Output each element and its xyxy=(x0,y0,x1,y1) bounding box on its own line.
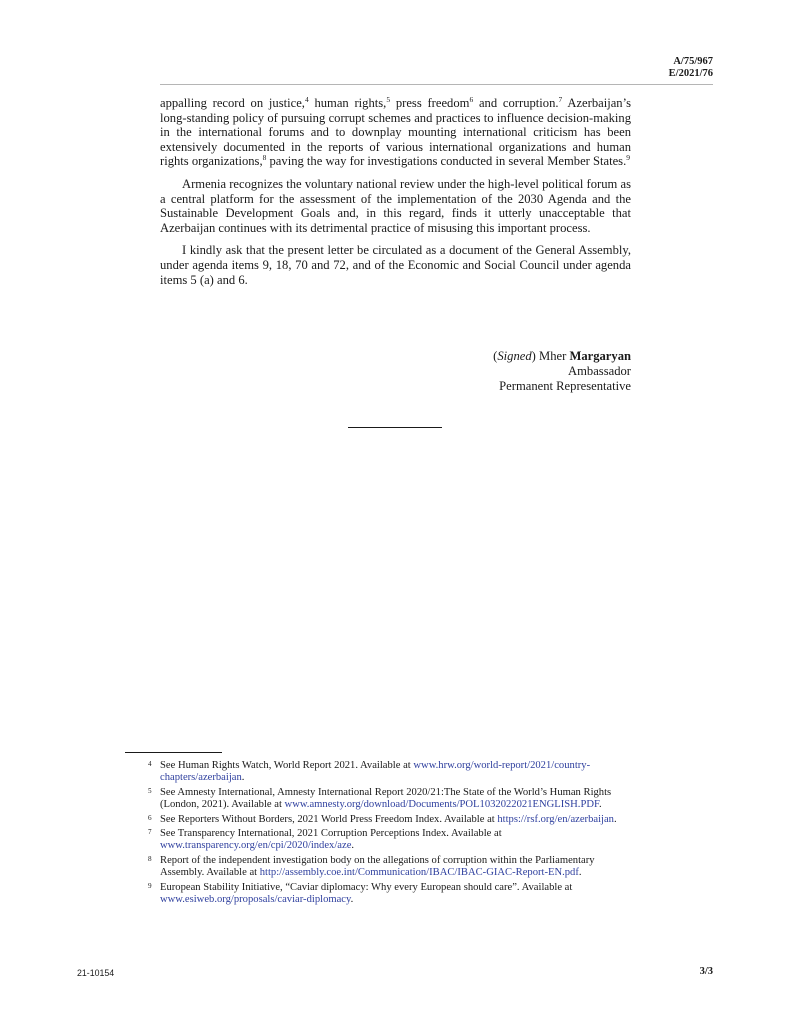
signature-line: (Signed) Mher Margaryan xyxy=(493,349,631,363)
header-rule xyxy=(160,84,713,85)
footnote-link[interactable]: www.transparency.org/en/cpi/2020/index/aze xyxy=(160,840,352,852)
p1-text-2: human rights, xyxy=(308,96,387,110)
footnote-link[interactable]: www.hrw.org/world-report/2021/country-chapters/azerbaijan xyxy=(160,760,591,784)
footnote-text: See Amnesty International, Amnesty International Report 2020/21:The State of the World’s Human Rights (London, 2021). Available at xyxy=(160,786,612,811)
document-number: 21-10154 xyxy=(77,968,115,978)
footnote-number: 6 xyxy=(148,813,152,822)
footnote-number: 8 xyxy=(148,854,152,863)
footnote-end: . xyxy=(578,867,582,879)
footnote-9 xyxy=(148,882,633,907)
footnote-text: See Reporters Without Borders, 2021 World Press Freedom Index. Available at xyxy=(160,813,498,825)
footnote-text: See Human Rights Watch, World Report 2021. Available at xyxy=(160,760,414,771)
p1-text-4: and corruption. xyxy=(473,96,559,110)
p1-text-6: paving the way for investigations conducted in several Member States. xyxy=(266,154,627,169)
page-number: 3/3 xyxy=(699,966,713,977)
footnote-number: 9 xyxy=(148,881,152,890)
footnote-end: . xyxy=(351,840,355,852)
footnote-link[interactable]: http://assembly.coe.int/Communication/IBAC/IBAC-GIAC-Report-EN.pdf xyxy=(259,867,579,879)
signed-marker: Signed xyxy=(497,349,532,363)
footnote-link[interactable]: https://rsf.org/en/azerbaijan xyxy=(497,813,614,825)
footnote-number: 5 xyxy=(148,786,152,795)
footnote-7 xyxy=(148,828,633,853)
symbol-general-assembly: A/75/967 xyxy=(673,56,713,67)
p1-text-3: press freedom xyxy=(390,96,470,110)
p1-text-5: Azerbaijan’s long-standing policy of pursuing corrupt schemes and practices to influence decision-making in the international forums and to downplay mounting international criticism has been extensively documented in the reports of various international organizations and human rights organizations, xyxy=(160,96,631,169)
footnote-separator xyxy=(125,752,222,753)
letter-body xyxy=(160,96,631,295)
footnote-ref-8: 8 xyxy=(262,153,267,163)
symbol-ecosoc: E/2021/76 xyxy=(668,68,713,79)
footnote-number: 7 xyxy=(148,828,152,837)
footnote-link[interactable]: www.amnesty.org/download/Documents/POL1032022021ENGLISH.PDF xyxy=(284,799,600,811)
footnote-end: . xyxy=(241,772,245,784)
footnotes xyxy=(148,760,633,908)
paragraph-3: I kindly ask that the present letter be circulated as a document of the General Assembly, under agenda items 9, 18, 70 and 72, and of the Economic and Social Council under agenda items 5 (a) and 6. xyxy=(160,243,631,287)
end-of-document-rule xyxy=(348,427,442,428)
signature-block xyxy=(493,349,631,394)
footnote-link[interactable]: www.esiweb.org/proposals/caviar-diplomacy xyxy=(160,894,351,906)
paragraph-1 xyxy=(160,96,631,169)
footnote-text: European Stability Initiative, “Caviar diplomacy: Why every European should care”. Available at xyxy=(160,881,573,893)
signatory-last-name: Margaryan xyxy=(569,349,631,363)
footnote-end: . xyxy=(599,799,602,811)
footnote-6 xyxy=(148,814,633,826)
footnote-text: Report of the independent investigation body on the allegations of corruption within the Parliamentary Assembly. Available at xyxy=(160,854,595,879)
signatory-title-representative: Permanent Representative xyxy=(499,379,631,393)
signatory-first-name: Mher xyxy=(539,349,567,363)
p1-text-1: appalling record on justice, xyxy=(160,96,305,110)
footnote-ref-6: 6 xyxy=(469,95,474,104)
footnote-ref-7: 7 xyxy=(558,95,563,104)
footnote-5 xyxy=(148,787,633,812)
footnote-4 xyxy=(148,760,633,785)
signatory-title-ambassador: Ambassador xyxy=(568,364,631,378)
footnote-8 xyxy=(148,855,633,880)
paragraph-2: Armenia recognizes the voluntary national review under the high-level political forum as a central platform for the assessment of the implementation of the 2030 Agenda and the Sustainable Development Goals and, in this regard, finds it utterly unacceptable that Azerbaijan continues with its detrimental practice of misusing this important process. xyxy=(160,176,631,235)
footnote-number: 4 xyxy=(148,760,152,768)
footnote-end: . xyxy=(350,894,354,906)
footnote-ref-4: 4 xyxy=(304,95,309,104)
footnote-ref-9: 9 xyxy=(626,153,630,163)
footnote-text: See Transparency International, 2021 Corruption Perceptions Index. Available at xyxy=(160,828,502,840)
footnote-ref-5: 5 xyxy=(386,95,391,104)
document-symbol xyxy=(669,56,713,80)
footnote-end: . xyxy=(613,813,617,825)
